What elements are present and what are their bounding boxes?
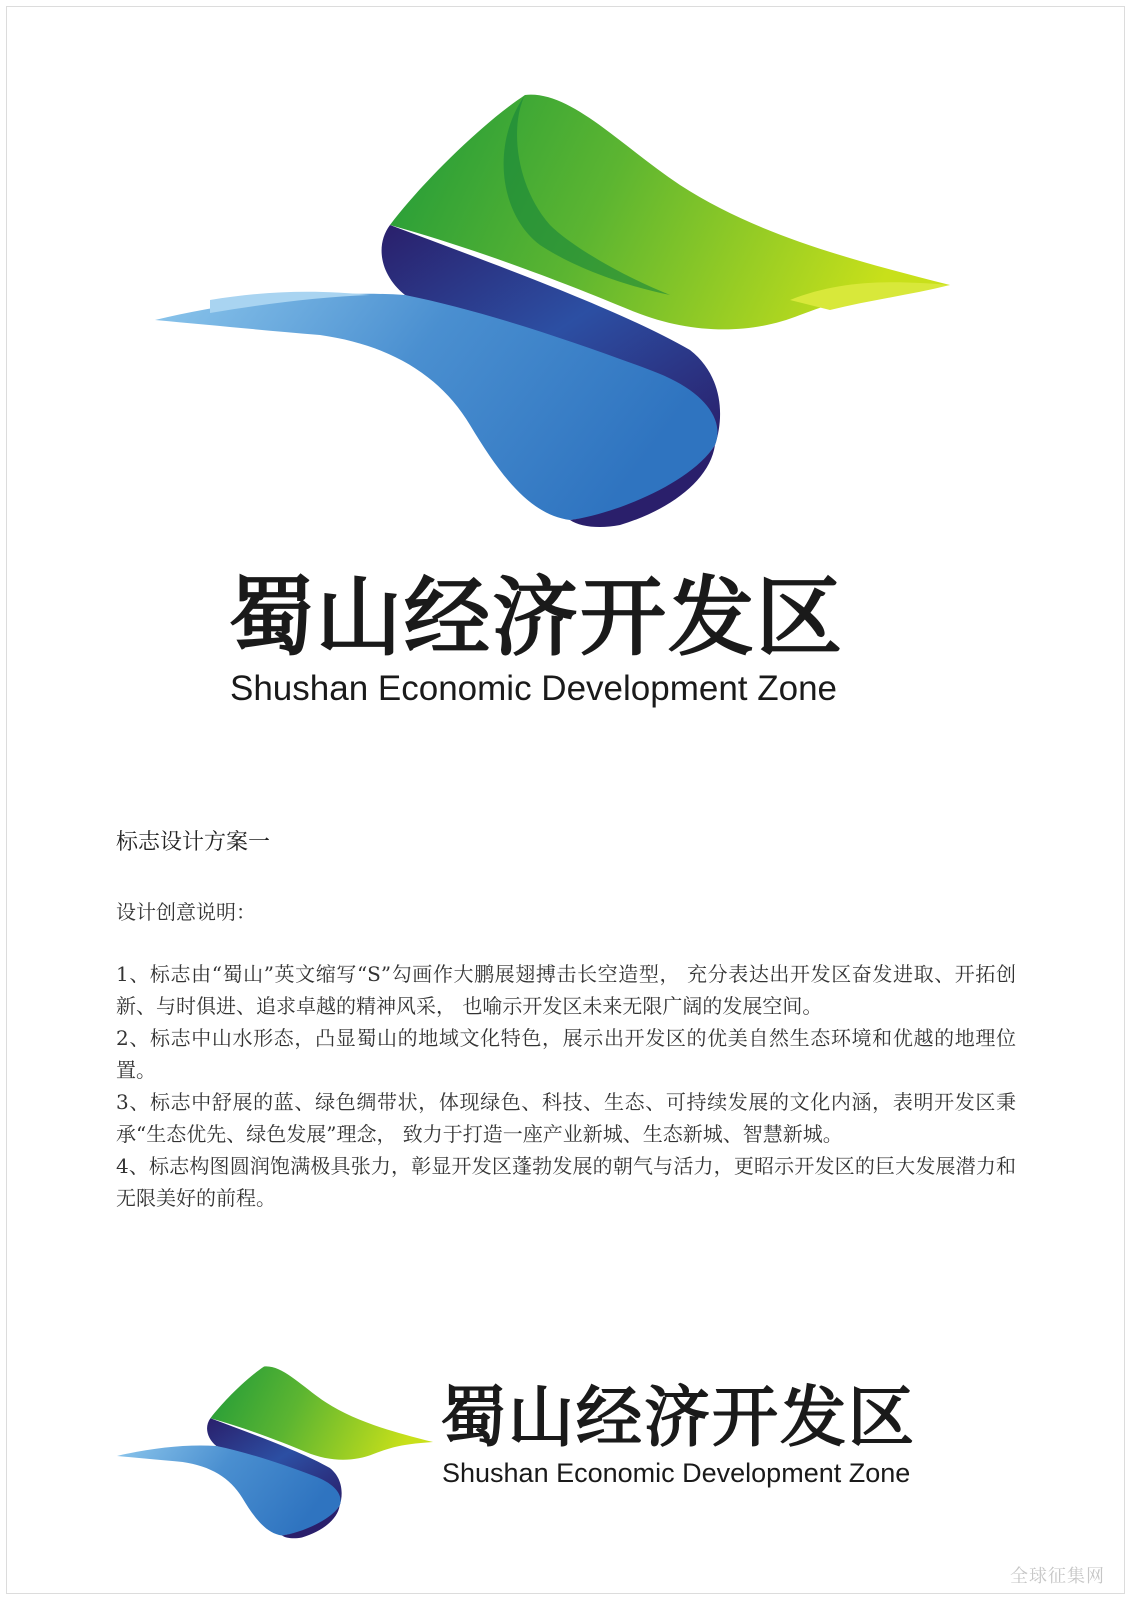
description-paragraph: 3、标志中舒展的蓝、绿色绸带状，体现绿色、科技、生态、可持续发展的文化内涵，表明开发区秉承“生态优先、绿色发展”理念， 致力于打造一座产业新城、生态新城、智慧新城。 [116, 1090, 1016, 1146]
ribbon-logo-mark-small [115, 1352, 445, 1552]
lockup-title-chinese: 蜀山经济开发区 [440, 1379, 916, 1456]
scheme-title: 标志设计方案一 [116, 830, 271, 855]
lockup-title-english: Shushan Economic Development Zone [442, 1458, 911, 1488]
description-paragraph: 1、标志由“蜀山”英文缩写“S”勾画作大鹏展翅搏击长空造型， 充分表达出开发区奋发进取、开拓创新、与时俱进、追求卓越的精神风采， 也喻示开发区未来无限广阔的发展空间。 [116, 962, 1016, 1018]
logo-title-chinese: 蜀山经济开发区 [228, 568, 844, 668]
design-description [116, 896, 1016, 1214]
description-paragraph: 2、标志中山水形态，凸显蜀山的地域文化特色，展示出开发区的优美自然生态环境和优越的地理位置。 [116, 1026, 1016, 1082]
description-paragraph: 4、标志构图圆润饱满极具张力，彰显开发区蓬勃发展的朝气与活力，更昭示开发区的巨大发展潜力和无限美好的前程。 [116, 1154, 1016, 1210]
ribbon-logo-mark [150, 85, 980, 535]
description-heading: 设计创意说明： [116, 900, 256, 924]
watermark: 全球征集网 [1010, 1566, 1105, 1587]
logo-title-english: Shushan Economic Development Zone [230, 669, 838, 708]
